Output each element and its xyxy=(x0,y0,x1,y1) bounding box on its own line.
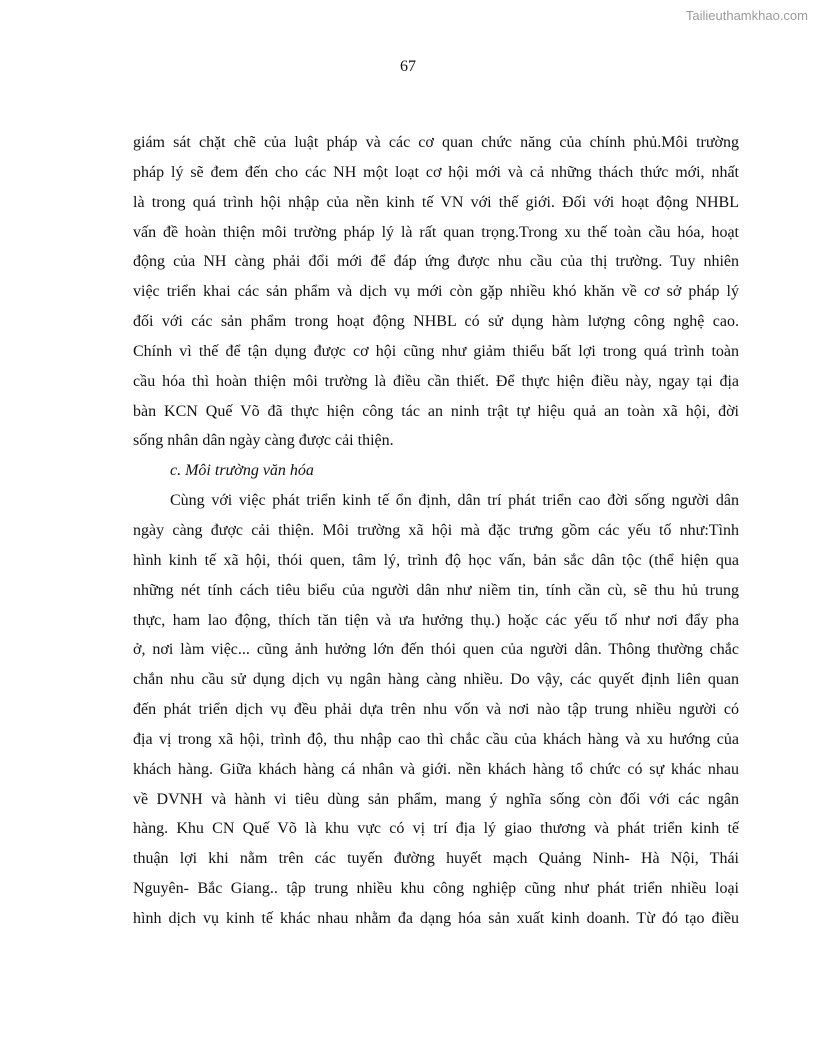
section-heading: c. Môi trường văn hóa xyxy=(170,462,314,480)
text-line: hình kinh tế xã hội, thói quen, tâm lý, trình độ học vấn, bản sắc dân tộc (thể hiện qua xyxy=(133,551,739,569)
text-line: ngày càng được cải thiện. Môi trường xã hội mà đặc trưng gồm các yếu tố như:Tình xyxy=(133,521,739,539)
text-line: thuận lợi khi nằm trên các tuyến đường huyết mạch Quảng Ninh- Hà Nội, Thái xyxy=(133,850,739,868)
text-line: bàn KCN Quế Võ đã thực hiện công tác an ninh trật tự hiệu quả an toàn xã hội, đời xyxy=(133,402,739,420)
text-line: động của NH càng phải đổi mới để đáp ứng được nhu cầu của thị trường. Tuy nhiên xyxy=(133,253,739,271)
watermark: Tailieuthamkhao.com xyxy=(685,8,808,23)
document-body xyxy=(133,128,739,934)
text-line: địa vị trong xã hội, trình độ, thu nhập cao thì chắc cầu của khách hàng và xu hướng của xyxy=(133,730,739,748)
text-line: hàng. Khu CN Quế Võ là khu vực có vị trí địa lý giao thương và phát triển kinh tế xyxy=(133,820,739,838)
text-line: Nguyên- Bắc Giang.. tập trung nhiều khu công nghiệp cũng như phát triển nhiều loại xyxy=(133,880,739,898)
text-line: việc triển khai các sản phẩm và dịch vụ mới còn gặp nhiều khó khăn về cơ sở pháp lý xyxy=(133,283,739,301)
text-line: thực, ham lao động, thích tăn tiện và ưa hưởng thụ.) hoặc các yếu tố như nơi đẩy pha xyxy=(133,611,739,629)
text-line: vấn đề hoàn thiện môi trường pháp lý là rất quan trọng.Trong xu thế toàn cầu hóa, hoạt xyxy=(133,223,739,241)
text-line: giám sát chặt chẽ của luật pháp và các cơ quan chức năng của chính phủ.Môi trường xyxy=(133,134,739,151)
text-line: về DVNH và hành vi tiêu dùng sản phẩm, mang ý nghĩa sống còn đối với các ngân xyxy=(133,790,739,808)
text-line: đối với các sản phẩm trong hoạt động NHBL có sử dụng hàm lượng công nghệ cao. xyxy=(133,313,739,331)
text-line: chắn nhu cầu sử dụng dịch vụ ngân hàng càng nhiều. Do vậy, các quyết định liên quan xyxy=(133,671,739,689)
text-line: đến phát triển dịch vụ đều phải dựa trên nhu vốn và nơi nào tập trung nhiều người có xyxy=(133,701,739,719)
text-line: cầu hóa thì hoàn thiện môi trường là điều cần thiết. Để thực hiện điều này, ngay tại địa xyxy=(133,372,739,390)
text-line: những nét tính cách tiêu biểu của người dân như niềm tin, tính cần cù, sẽ thu hủ trung xyxy=(133,581,739,599)
text-line: sống nhân dân ngày càng được cải thiện. xyxy=(133,432,394,450)
text-line: là trong quá trình hội nhập của nền kinh tế VN với thế giới. Đối với hoạt động NHBL xyxy=(133,193,739,211)
text-line: pháp lý sẽ đem đến cho các NH một loạt cơ hội mới và cả những thách thức mới, nhất xyxy=(133,163,739,181)
text-line: ở, nơi làm việc... cũng ảnh hưởng lớn đến thói quen của người dân. Thông thường chắc xyxy=(133,641,739,659)
page-number: 67 xyxy=(400,58,416,75)
text-line: Cùng với việc phát triển kinh tế ổn định, dân trí phát triển cao đời sống người dân xyxy=(170,492,739,510)
text-line: khách hàng. Giữa khách hàng cá nhân và giới. nền khách hàng tổ chức có sự khác nhau xyxy=(133,760,739,778)
text-line: hình dịch vụ kinh tế khác nhau nhằm đa dạng hóa sản xuất kinh doanh. Từ đó tạo điều xyxy=(133,909,739,927)
text-line: Chính vì thế để tận dụng được cơ hội cũng như giảm thiểu bất lợi trong quá trình toàn xyxy=(133,342,739,360)
